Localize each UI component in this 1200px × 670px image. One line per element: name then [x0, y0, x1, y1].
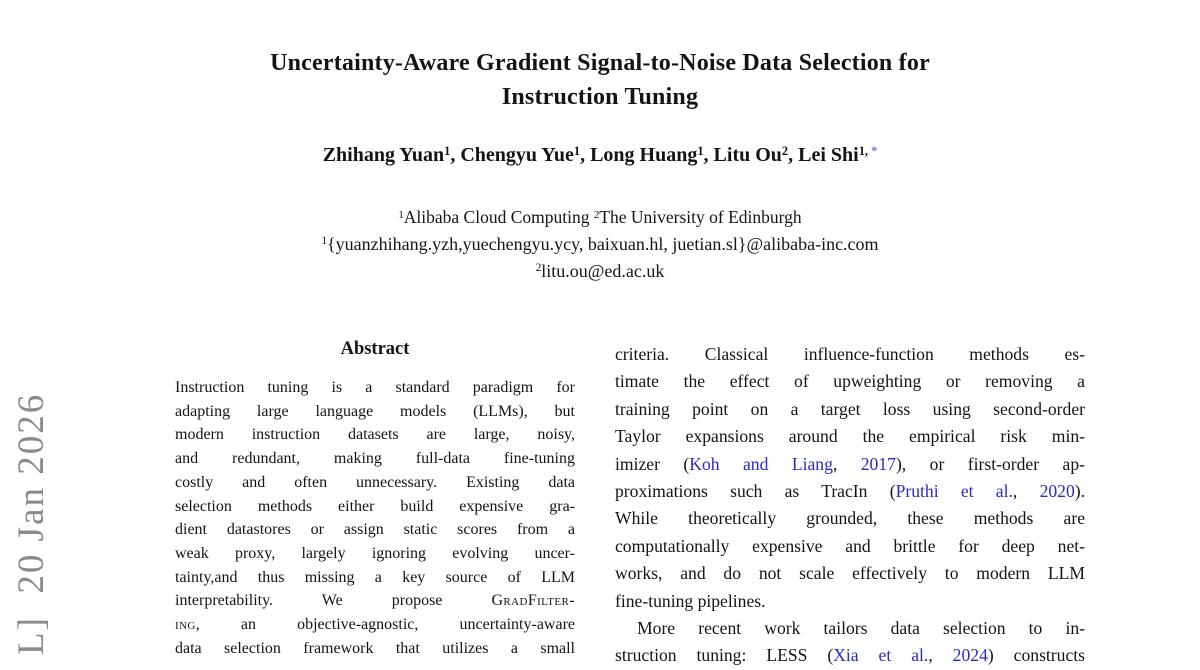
text-segment: 2 [535, 262, 542, 275]
email-line-1 [0, 231, 1200, 258]
text-segment: data selection framework that utilizes a small [175, 639, 575, 657]
text-segment: , [832, 453, 861, 474]
text-segment: ). [1074, 481, 1086, 502]
text-line [175, 566, 575, 590]
text-line [175, 376, 575, 400]
text-segment: {yuanzhihang.yzh,yuechengyu.ycy, baixuan.hl, juetian.sl}@alibaba-inc.com [327, 234, 879, 254]
text-line [175, 589, 575, 613]
paper-header [0, 0, 1200, 285]
text-segment: fine-tuning pipelines. [615, 590, 766, 611]
text-line [175, 637, 575, 661]
arxiv-watermark: L] 20 Jan 2026 [11, 392, 52, 655]
text-segment: interpretability. We propose [175, 592, 492, 610]
text-segment: The University of Edinburgh [599, 207, 802, 227]
text-segment: struction tuning: LESS ( [615, 645, 834, 666]
text-segment: While theoretically grounded, these methods are [615, 508, 1085, 529]
text-segment: computationally expensive and brittle for deep net- [615, 535, 1085, 556]
text-segment: selection methods either build expensive gra- [175, 497, 575, 515]
intro-paragraph-1 [615, 341, 1085, 615]
text-line [175, 518, 575, 542]
citation-link[interactable]: Xia et al. [833, 645, 929, 666]
text-line [175, 495, 575, 519]
text-line [615, 533, 1085, 560]
text-line [615, 560, 1085, 587]
text-segment: , Long Huang [580, 144, 698, 166]
citation-link[interactable]: Pruthi et al. [895, 481, 1013, 502]
text-segment: ) constructs [987, 645, 1086, 666]
text-segment: and redundant, making full-data fine-tuning [175, 450, 575, 468]
text-line [175, 471, 575, 495]
text-segment: , Lei Shi [788, 144, 859, 166]
text-segment: imizer ( [615, 453, 690, 474]
text-segment: , Chengyu Yue [450, 144, 574, 166]
abstract-heading: Abstract [340, 339, 410, 359]
text-line [175, 613, 575, 637]
email-line-2 [0, 258, 1200, 285]
text-segment: 1 [398, 208, 404, 221]
text-line [615, 368, 1085, 395]
text-segment: Instruction tuning is a standard paradigm for [175, 379, 575, 396]
text-segment: modern instruction datasets are large, noisy, [175, 426, 575, 444]
text-segment: weak proxy, largely ignoring evolving uncer- [175, 544, 575, 562]
intro-paragraph-2 [615, 615, 1085, 670]
text-segment: dient datastores or assign static scores from a [175, 521, 575, 539]
text-segment: costly and often unnecessary. Existing data [175, 473, 575, 491]
text-segment: 2 [781, 143, 789, 158]
text-line [615, 505, 1085, 532]
citation-link[interactable]: 2020 [1039, 481, 1075, 502]
abstract-body [175, 376, 575, 660]
text-segment: 1 [444, 143, 451, 158]
text-line [175, 423, 575, 447]
text-line [615, 588, 1085, 615]
text-segment: Taylor expansions around the empirical risk min- [615, 426, 1085, 447]
author-list [0, 143, 1200, 167]
text-segment: proximations such as TracIn ( [615, 481, 896, 502]
text-segment: adapting large language models (LLMs), but [175, 402, 575, 420]
text-segment: criteria. Classical influence-function methods es- [615, 344, 1085, 364]
text-line [615, 396, 1085, 423]
text-segment: 1 [697, 143, 704, 158]
citation-link[interactable]: 2024 [952, 645, 988, 666]
text-segment: 1 [573, 143, 581, 158]
text-line [615, 423, 1085, 450]
text-line [615, 478, 1085, 505]
text-segment: 1, [858, 143, 872, 158]
text-line [615, 615, 1085, 642]
abstract-column [175, 337, 575, 660]
title-line-1: Uncertainty-Aware Gradient Signal-to-Noise Data Selection for [270, 50, 930, 76]
title-line-2: Instruction Tuning [501, 84, 699, 110]
text-segment: , Litu Ou [703, 144, 782, 166]
citation-link[interactable]: Koh and Liang [689, 453, 833, 474]
text-segment: Alibaba Cloud Computing [403, 207, 594, 227]
text-segment: * [871, 143, 878, 158]
text-segment: ), or first-order ap- [895, 453, 1085, 474]
text-segment: litu.ou@ed.ac.uk [541, 261, 665, 281]
citation-link[interactable]: 2017 [860, 453, 896, 474]
paper-title [0, 46, 1200, 114]
text-line [175, 542, 575, 566]
text-line [615, 341, 1085, 368]
text-segment: , an objective-agnostic, uncertainty-aware [195, 616, 575, 634]
text-line [615, 451, 1085, 478]
text-segment: 2 [593, 208, 600, 221]
text-segment: , [1012, 481, 1040, 502]
text-segment: tainty,and thus missing a key source of LLM [175, 568, 575, 586]
intro-column [615, 341, 1085, 670]
text-segment: ing [175, 616, 196, 634]
text-segment: GradFilter- [491, 592, 575, 610]
text-segment: , [928, 645, 953, 666]
affiliations [0, 204, 1200, 231]
text-segment: timate the effect of upweighting or removing a [615, 371, 1085, 392]
text-segment: Zhihang Yuan [322, 144, 445, 166]
text-segment: 1 [321, 235, 328, 248]
text-line [175, 400, 575, 424]
text-segment: More recent work tailors data selection to in- [637, 618, 1085, 639]
text-segment: training point on a target loss using second-order [615, 398, 1085, 419]
text-line [175, 447, 575, 471]
text-segment: works, and do not scale effectively to modern LLM [615, 563, 1085, 584]
text-line [615, 642, 1085, 669]
